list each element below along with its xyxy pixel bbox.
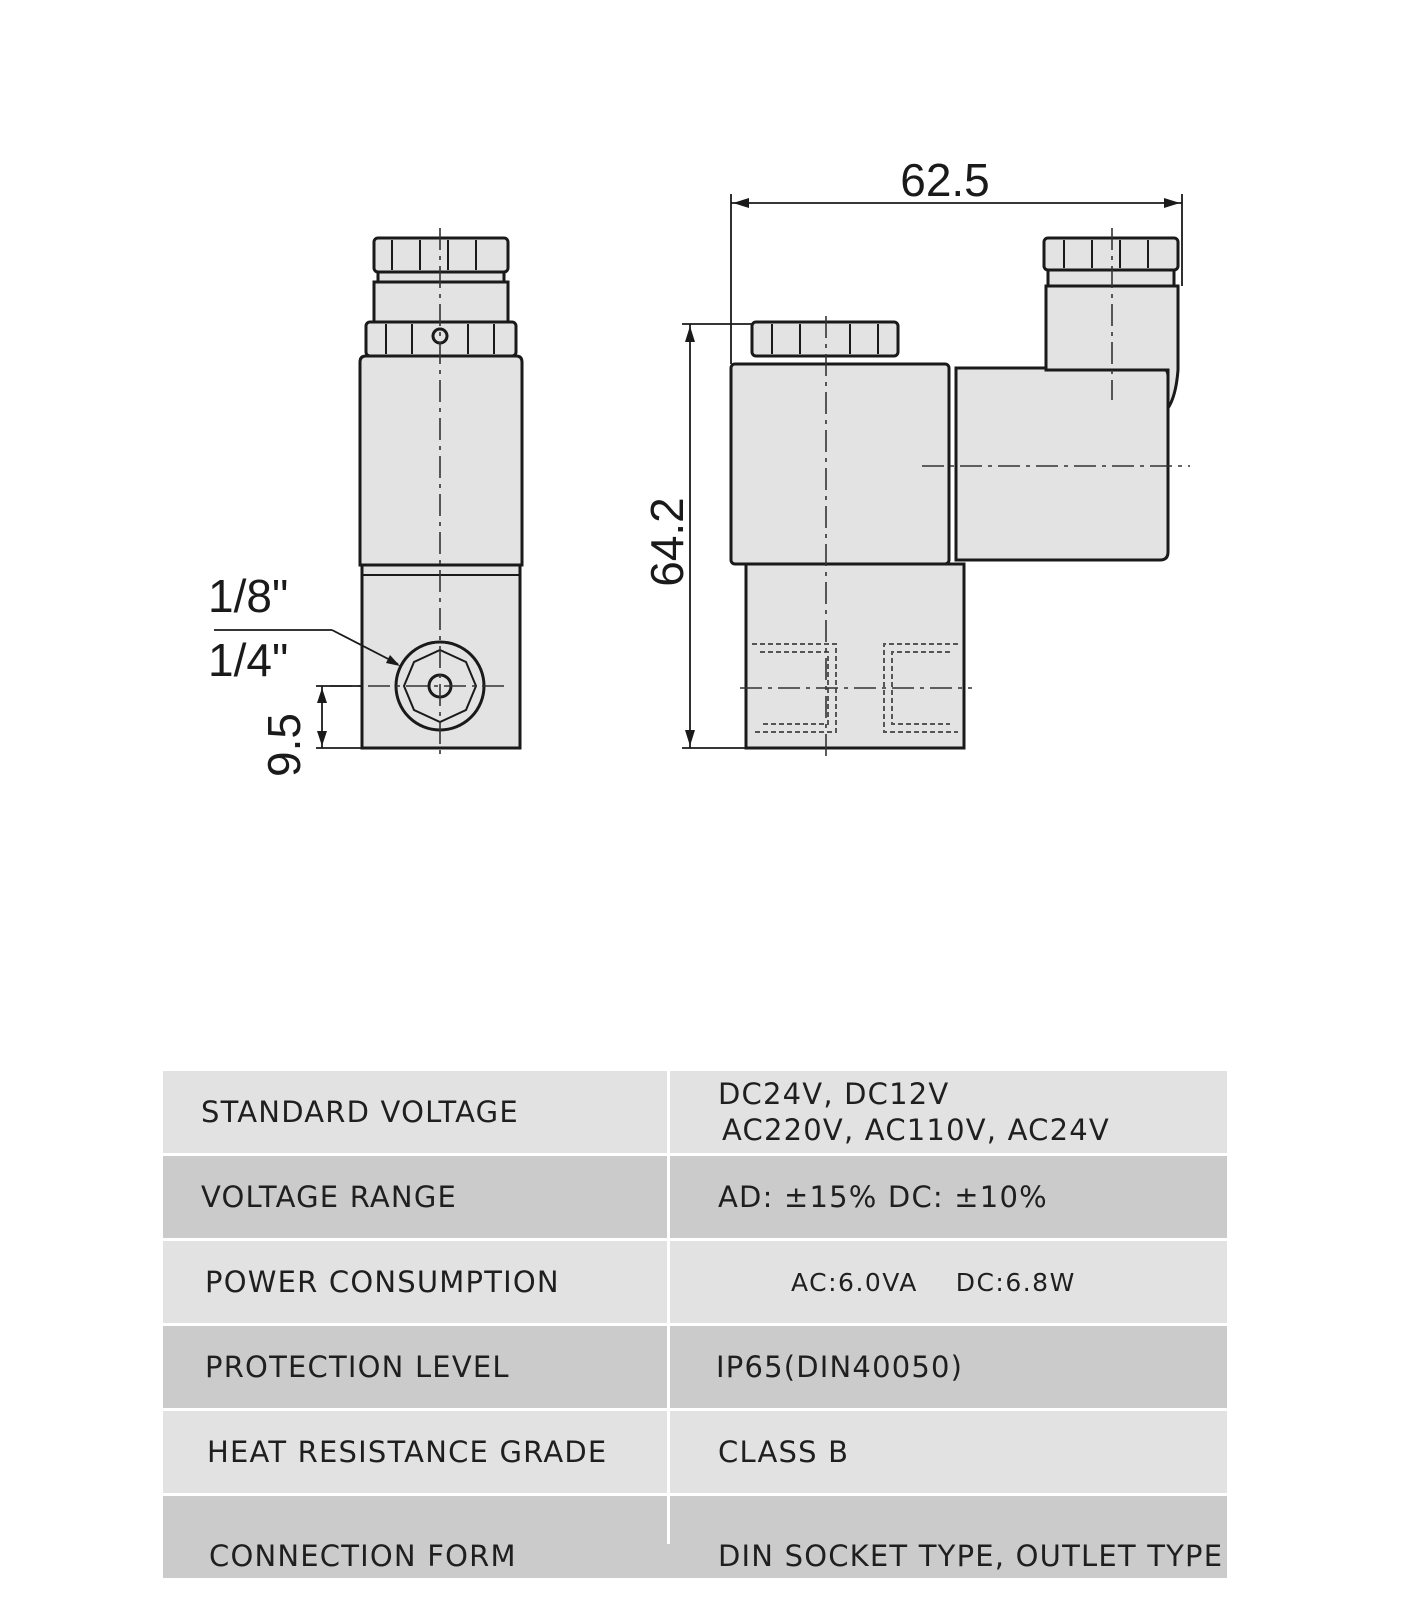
spec-label: HEAT RESISTANCE GRADE (207, 1435, 608, 1469)
dim-height-label: 64.2 (641, 497, 693, 587)
spec-label: VOLTAGE RANGE (201, 1180, 458, 1214)
spec-label: PROTECTION LEVEL (205, 1350, 510, 1384)
spec-label: POWER CONSUMPTION (205, 1265, 560, 1299)
front-valve-body (746, 564, 964, 748)
spec-value-line: AC220V, AC110V, AC24V (722, 1113, 1110, 1147)
din-connector (956, 368, 1168, 560)
side-top-cap (374, 238, 508, 272)
spec-label: CONNECTION FORM (209, 1539, 517, 1573)
front-top-cap (752, 322, 898, 356)
dim-width-label: 62.5 (900, 154, 990, 206)
spec-table (163, 1071, 1227, 1573)
front-view (682, 194, 1190, 760)
spec-value: CLASS B (718, 1435, 850, 1469)
front-coil (731, 364, 949, 564)
spec-value: AD: ±15% DC: ±10% (718, 1180, 1048, 1214)
table-row (163, 1496, 1227, 1578)
port-size-label-2: 1/4" (208, 634, 289, 686)
side-coil-body (360, 356, 522, 565)
side-neck (374, 282, 508, 322)
table-row (163, 1241, 1227, 1323)
spec-value-line: DC24V, DC12V (718, 1077, 950, 1111)
row-divider (163, 1153, 1227, 1156)
spec-value: DIN SOCKET TYPE, OUTLET TYPE (718, 1539, 1224, 1573)
spec-value: AC:6.0VA DC:6.8W (791, 1267, 1076, 1297)
row-divider (163, 1408, 1227, 1411)
spec-value: IP65(DIN40050) (716, 1350, 964, 1384)
row-divider (163, 1493, 1227, 1496)
port-size-label-1: 1/8" (208, 570, 289, 622)
table-row (163, 1411, 1227, 1493)
spec-value (718, 1071, 1110, 1153)
dim-port-offset-label: 9.5 (258, 713, 310, 777)
spec-label: STANDARD VOLTAGE (201, 1095, 519, 1129)
column-divider (667, 1071, 670, 1544)
table-row (163, 1326, 1227, 1408)
table-row (163, 1156, 1227, 1238)
row-divider (163, 1323, 1227, 1326)
row-divider (163, 1238, 1227, 1241)
table-row (163, 1071, 1227, 1153)
